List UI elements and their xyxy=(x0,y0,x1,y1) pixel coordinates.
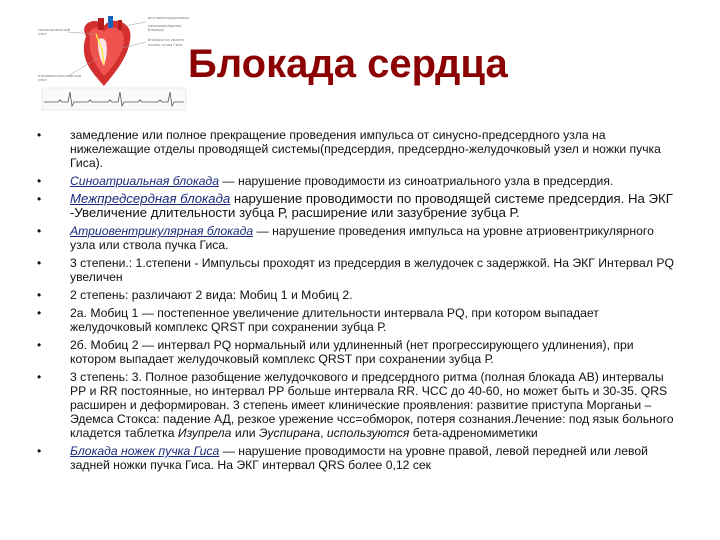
drug-name-euspiran: Эуспирана xyxy=(258,426,321,440)
bullet-icon: • xyxy=(37,174,42,188)
figure-label-level: блокада на уровне xyxy=(148,38,184,42)
figure-label-av-node: атриовентрикулярный узел xyxy=(38,74,82,82)
item-text: 2 степень: различают 2 вида: Мобиц 1 и Мобиц 2. xyxy=(70,288,353,302)
item-text: — нарушение проведения импульса на уровне атриовентрикулярного узла или ствола пучка Гиса. xyxy=(70,224,654,252)
bullet-list xyxy=(37,128,677,476)
list-item xyxy=(37,370,677,440)
list-item xyxy=(37,256,677,284)
bullet-icon: • xyxy=(37,128,42,142)
bullet-icon: • xyxy=(37,288,42,302)
list-item xyxy=(37,306,677,334)
item-text: бета-адреномиметики xyxy=(409,426,538,440)
list-item xyxy=(37,338,677,366)
item-text-italic: используются xyxy=(326,426,410,440)
item-text: 3 степени.: 1.степени - Импульсы проходят из предсердия в желудочек с задержкой. На ЭКГ Интервал PQ увеличен xyxy=(70,256,674,284)
item-text: — нарушение проводимости из синоатриального узла в предсердия. xyxy=(219,174,614,188)
bundle-branch-block-link[interactable]: Блокада ножек пучка Гиса xyxy=(70,444,220,458)
interatrial-block-link[interactable]: Межпредсердная блокада xyxy=(70,191,231,206)
item-text: 3 степень: 3. Полное разобщение желудочкового и предсердного ритма (полная блокада АВ) интервалы РР и RR постоянные, но интервал РР больше интервала RR. ЧСС до 40-60, но может быть и 30-35. QRS расширен и деформирован. 3 степень имеет клинические проявления: развитие приступа Морганьи –Эдемса Стокса: падение АД, резкое урежение чсс=обморок, потеря сознания.Лечение: под язык больного кладется таблетка xyxy=(70,370,674,440)
list-item xyxy=(37,288,677,302)
list-item xyxy=(37,174,677,188)
item-text: замедление или полное прекращение проведения импульса от синусно-предсердного узла на нижележащие отделы проводящей системы(предсердия, предсердно-желудочковый узел и ножки пучка Гиса). xyxy=(70,128,661,170)
bullet-icon: • xyxy=(37,444,42,458)
bullet-icon: • xyxy=(37,192,42,206)
bullet-icon: • xyxy=(37,306,42,320)
bullet-icon: • xyxy=(37,256,42,270)
item-text: 2а. Мобиц 1 — постепенное увеличение длительности интервала PQ, при котором выпадает желудочковый комплекс QRST при сохранении зубца Р. xyxy=(70,306,599,334)
bullet-icon: • xyxy=(37,224,42,238)
sinoatrial-block-link[interactable]: Синоатриальная блокада xyxy=(70,174,220,188)
figure-label-intraventricular: внутрижелудочковая xyxy=(148,16,189,20)
list-item xyxy=(37,128,677,170)
item-text: — нарушение проводимости на уровне правой, левой передней или левой задней ножки пучка Гиса. На ЭКГ интервал QRS более 0,12 сек xyxy=(70,444,648,472)
heart-diagram-figure xyxy=(38,14,188,114)
figure-label-sa-node: синоатриальный узел xyxy=(38,28,70,36)
list-item xyxy=(37,224,677,252)
list-item xyxy=(37,192,677,220)
figure-label-interatrial: межпредсердная блокада xyxy=(148,24,182,32)
item-text: 2б. Мобиц 2 — интервал PQ нормальный или удлиненный (нет прогрессирующего удлинения), при котором выпадает желудочковый комплекс QRST при сохранении зубца Р. xyxy=(70,338,634,366)
slide-title: Блокада сердца xyxy=(188,42,508,86)
av-block-link[interactable]: Атриовентрикулярная блокада xyxy=(70,224,254,238)
list-item xyxy=(37,444,677,472)
drug-name-izuprel: Изупрела xyxy=(177,426,232,440)
item-text: , xyxy=(320,426,327,440)
bullet-icon: • xyxy=(37,338,42,352)
figure-label-bundle: ножек пучка Гиса xyxy=(148,43,183,47)
bullet-icon: • xyxy=(37,370,42,384)
item-text: или xyxy=(231,426,259,440)
item-text: нарушение проводимости по проводящей системе предсердия. На ЭКГ -Увеличение длительности зубца Р, расширение или зазубрение зубца Р. xyxy=(70,191,673,220)
